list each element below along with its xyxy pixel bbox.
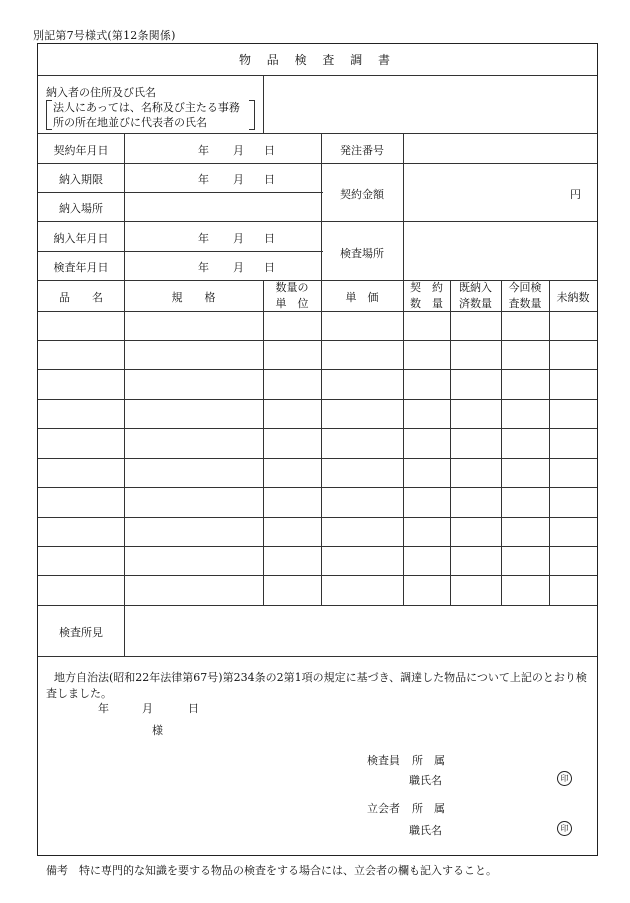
year-unit: 年 — [198, 232, 209, 245]
year-unit: 年 — [198, 261, 209, 274]
rule — [38, 458, 597, 459]
addressee-suffix: 様 — [152, 724, 163, 737]
supplier-note-2: 所の所在地並びに代表者の氏名 — [53, 116, 207, 129]
rule — [38, 546, 597, 547]
year-unit: 年 — [198, 173, 209, 186]
rule — [263, 75, 264, 133]
month-unit: 月 — [233, 232, 244, 245]
witness-affiliation: 所 属 — [412, 802, 445, 815]
day-unit: 日 — [264, 144, 275, 157]
col-current-qty-line1: 今回検 — [508, 281, 542, 294]
rule — [38, 163, 597, 164]
rule — [124, 133, 125, 605]
col-delivered-qty-line1: 既納入 — [459, 281, 492, 294]
col-current-qty-line2: 査数量 — [508, 297, 542, 310]
month-unit: 月 — [233, 173, 244, 186]
inspector-name-title: 職氏名 — [409, 774, 442, 787]
form-title: 物 品 検 査 調 書 — [238, 53, 397, 67]
statement-text: 地方自治法(昭和22年法律第67号)第234条の2第1項の規定に基づき、調達した物品について上記のとおり検査しました。 — [46, 671, 587, 700]
rule — [38, 221, 597, 222]
col-spec: 規 格 — [171, 291, 216, 304]
rule — [38, 656, 597, 657]
col-unit-price: 単 価 — [345, 291, 379, 304]
rule — [38, 369, 597, 370]
day-unit: 日 — [264, 232, 275, 245]
rule — [501, 280, 502, 605]
rule — [38, 192, 323, 193]
rule — [38, 605, 597, 606]
col-item-name: 品 名 — [59, 291, 103, 304]
col-contract-qty-line2: 数 量 — [410, 297, 443, 310]
rule — [450, 280, 451, 605]
year-unit: 年 — [98, 702, 109, 715]
rule — [38, 340, 597, 341]
bracket-right — [249, 100, 255, 130]
day-unit: 日 — [188, 702, 199, 715]
rule — [549, 280, 550, 605]
footnote: 備考 特に専門的な知識を要する物品の検査をする場合には、立会者の欄も記入すること。 — [46, 864, 497, 877]
month-unit: 月 — [142, 702, 153, 715]
month-unit: 月 — [233, 261, 244, 274]
year-unit: 年 — [198, 144, 209, 157]
rule — [38, 251, 323, 252]
col-qty-unit — [263, 280, 321, 312]
col-contract-qty-line1: 契 約 — [410, 281, 443, 294]
inspector-affiliation: 所 属 — [412, 754, 445, 767]
col-qty-unit-line1: 数量の — [275, 281, 309, 294]
rule — [321, 133, 322, 605]
day-unit: 日 — [264, 261, 275, 274]
witness-role: 立会者 — [367, 802, 400, 815]
witness-seal: 印 — [557, 821, 572, 836]
inspection-opinion-label: 検査所見 — [59, 626, 103, 639]
yen-unit: 円 — [570, 188, 581, 201]
contract-date-label: 契約年月日 — [53, 144, 109, 157]
rule — [38, 517, 597, 518]
inspector-seal: 印 — [557, 771, 572, 786]
delivery-deadline-label: 納入期限 — [59, 173, 103, 186]
col-undelivered: 未納数 — [556, 291, 590, 304]
rule — [403, 133, 404, 605]
inspection-form — [37, 43, 598, 856]
col-contract-qty — [403, 280, 450, 312]
supplier-note-1: 法人にあっては、名称及び主たる事務 — [53, 101, 240, 114]
day-unit: 日 — [264, 173, 275, 186]
rule — [38, 428, 597, 429]
delivery-date-label: 納入年月日 — [53, 232, 109, 245]
inspector-role: 検査員 — [367, 754, 400, 767]
inspection-date-label: 検査年月日 — [53, 261, 109, 274]
col-delivered-qty — [450, 280, 501, 312]
col-delivered-qty-line2: 済数量 — [459, 297, 492, 310]
rule — [38, 487, 597, 488]
col-qty-unit-line2: 単 位 — [275, 297, 309, 310]
delivery-place-label: 納入場所 — [59, 202, 103, 215]
form-caption: 別記第7号様式(第12条関係) — [33, 29, 176, 42]
rule — [38, 575, 597, 576]
witness-name-title: 職氏名 — [409, 824, 442, 837]
month-unit: 月 — [233, 144, 244, 157]
col-current-qty — [501, 280, 549, 312]
inspection-place-label: 検査場所 — [340, 247, 384, 260]
rule — [263, 280, 264, 605]
rule — [38, 75, 597, 76]
contract-amount-label: 契約金額 — [340, 188, 384, 201]
order-number-label: 発注番号 — [340, 144, 384, 157]
rule — [38, 133, 597, 134]
supplier-label: 納入者の住所及び氏名 — [46, 86, 156, 99]
rule — [124, 605, 125, 656]
bracket-left — [46, 100, 52, 130]
rule — [38, 399, 597, 400]
